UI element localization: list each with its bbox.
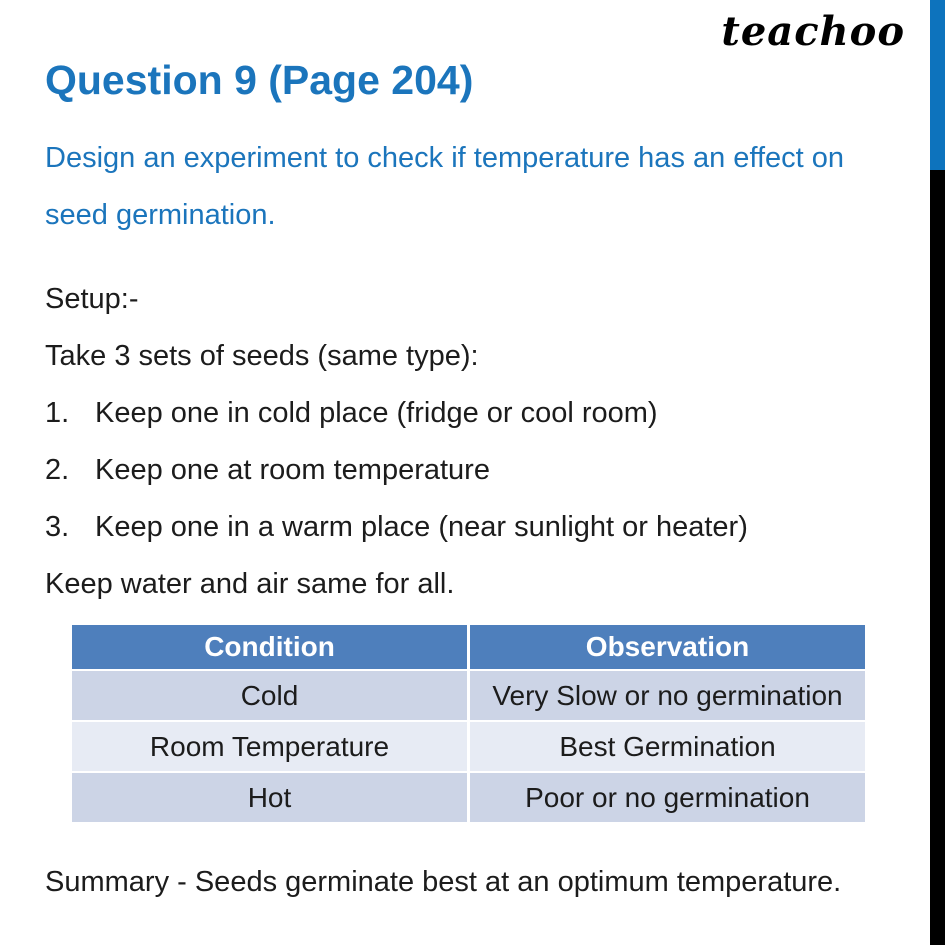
table-cell-condition: Room Temperature (72, 722, 467, 771)
edge-accent-bar-black (930, 170, 945, 945)
step-1-number: 1. (45, 397, 70, 429)
setup-step-2 (45, 450, 490, 490)
table-row (72, 671, 865, 720)
edge-accent-bar-blue (930, 0, 945, 170)
question-text-line-1: Design an experiment to check if temperature has an effect on (45, 142, 845, 174)
table-cell-observation: Very Slow or no germination (470, 671, 865, 720)
table-cell-condition: Cold (72, 671, 467, 720)
table-row (72, 773, 865, 822)
table-row (72, 722, 865, 771)
table-header-row (72, 625, 865, 669)
step-2-number: 2. (45, 454, 70, 486)
page-title: Question 9 (Page 204) (45, 57, 474, 103)
table-header-observation: Observation (470, 625, 865, 669)
setup-intro: Take 3 sets of seeds (same type): (45, 340, 479, 372)
teachoo-logo: teachoo (721, 8, 905, 55)
table-cell-observation: Poor or no germination (470, 773, 865, 822)
setup-label: Setup:- (45, 283, 139, 315)
observation-table (69, 623, 868, 824)
table-cell-condition: Hot (72, 773, 467, 822)
summary-text: Summary - Seeds germinate best at an optimum temperature. (45, 866, 842, 898)
step-1-text: Keep one in cold place (fridge or cool room) (95, 397, 658, 429)
setup-note: Keep water and air same for all. (45, 568, 455, 600)
question-text-line-2: seed germination. (45, 199, 276, 231)
step-2-text: Keep one at room temperature (95, 454, 490, 486)
table-cell-observation: Best Germination (470, 722, 865, 771)
step-3-number: 3. (45, 511, 70, 543)
setup-step-3 (45, 507, 748, 547)
table-header-condition: Condition (72, 625, 467, 669)
step-3-text: Keep one in a warm place (near sunlight or heater) (95, 511, 748, 543)
setup-step-1 (45, 393, 658, 433)
